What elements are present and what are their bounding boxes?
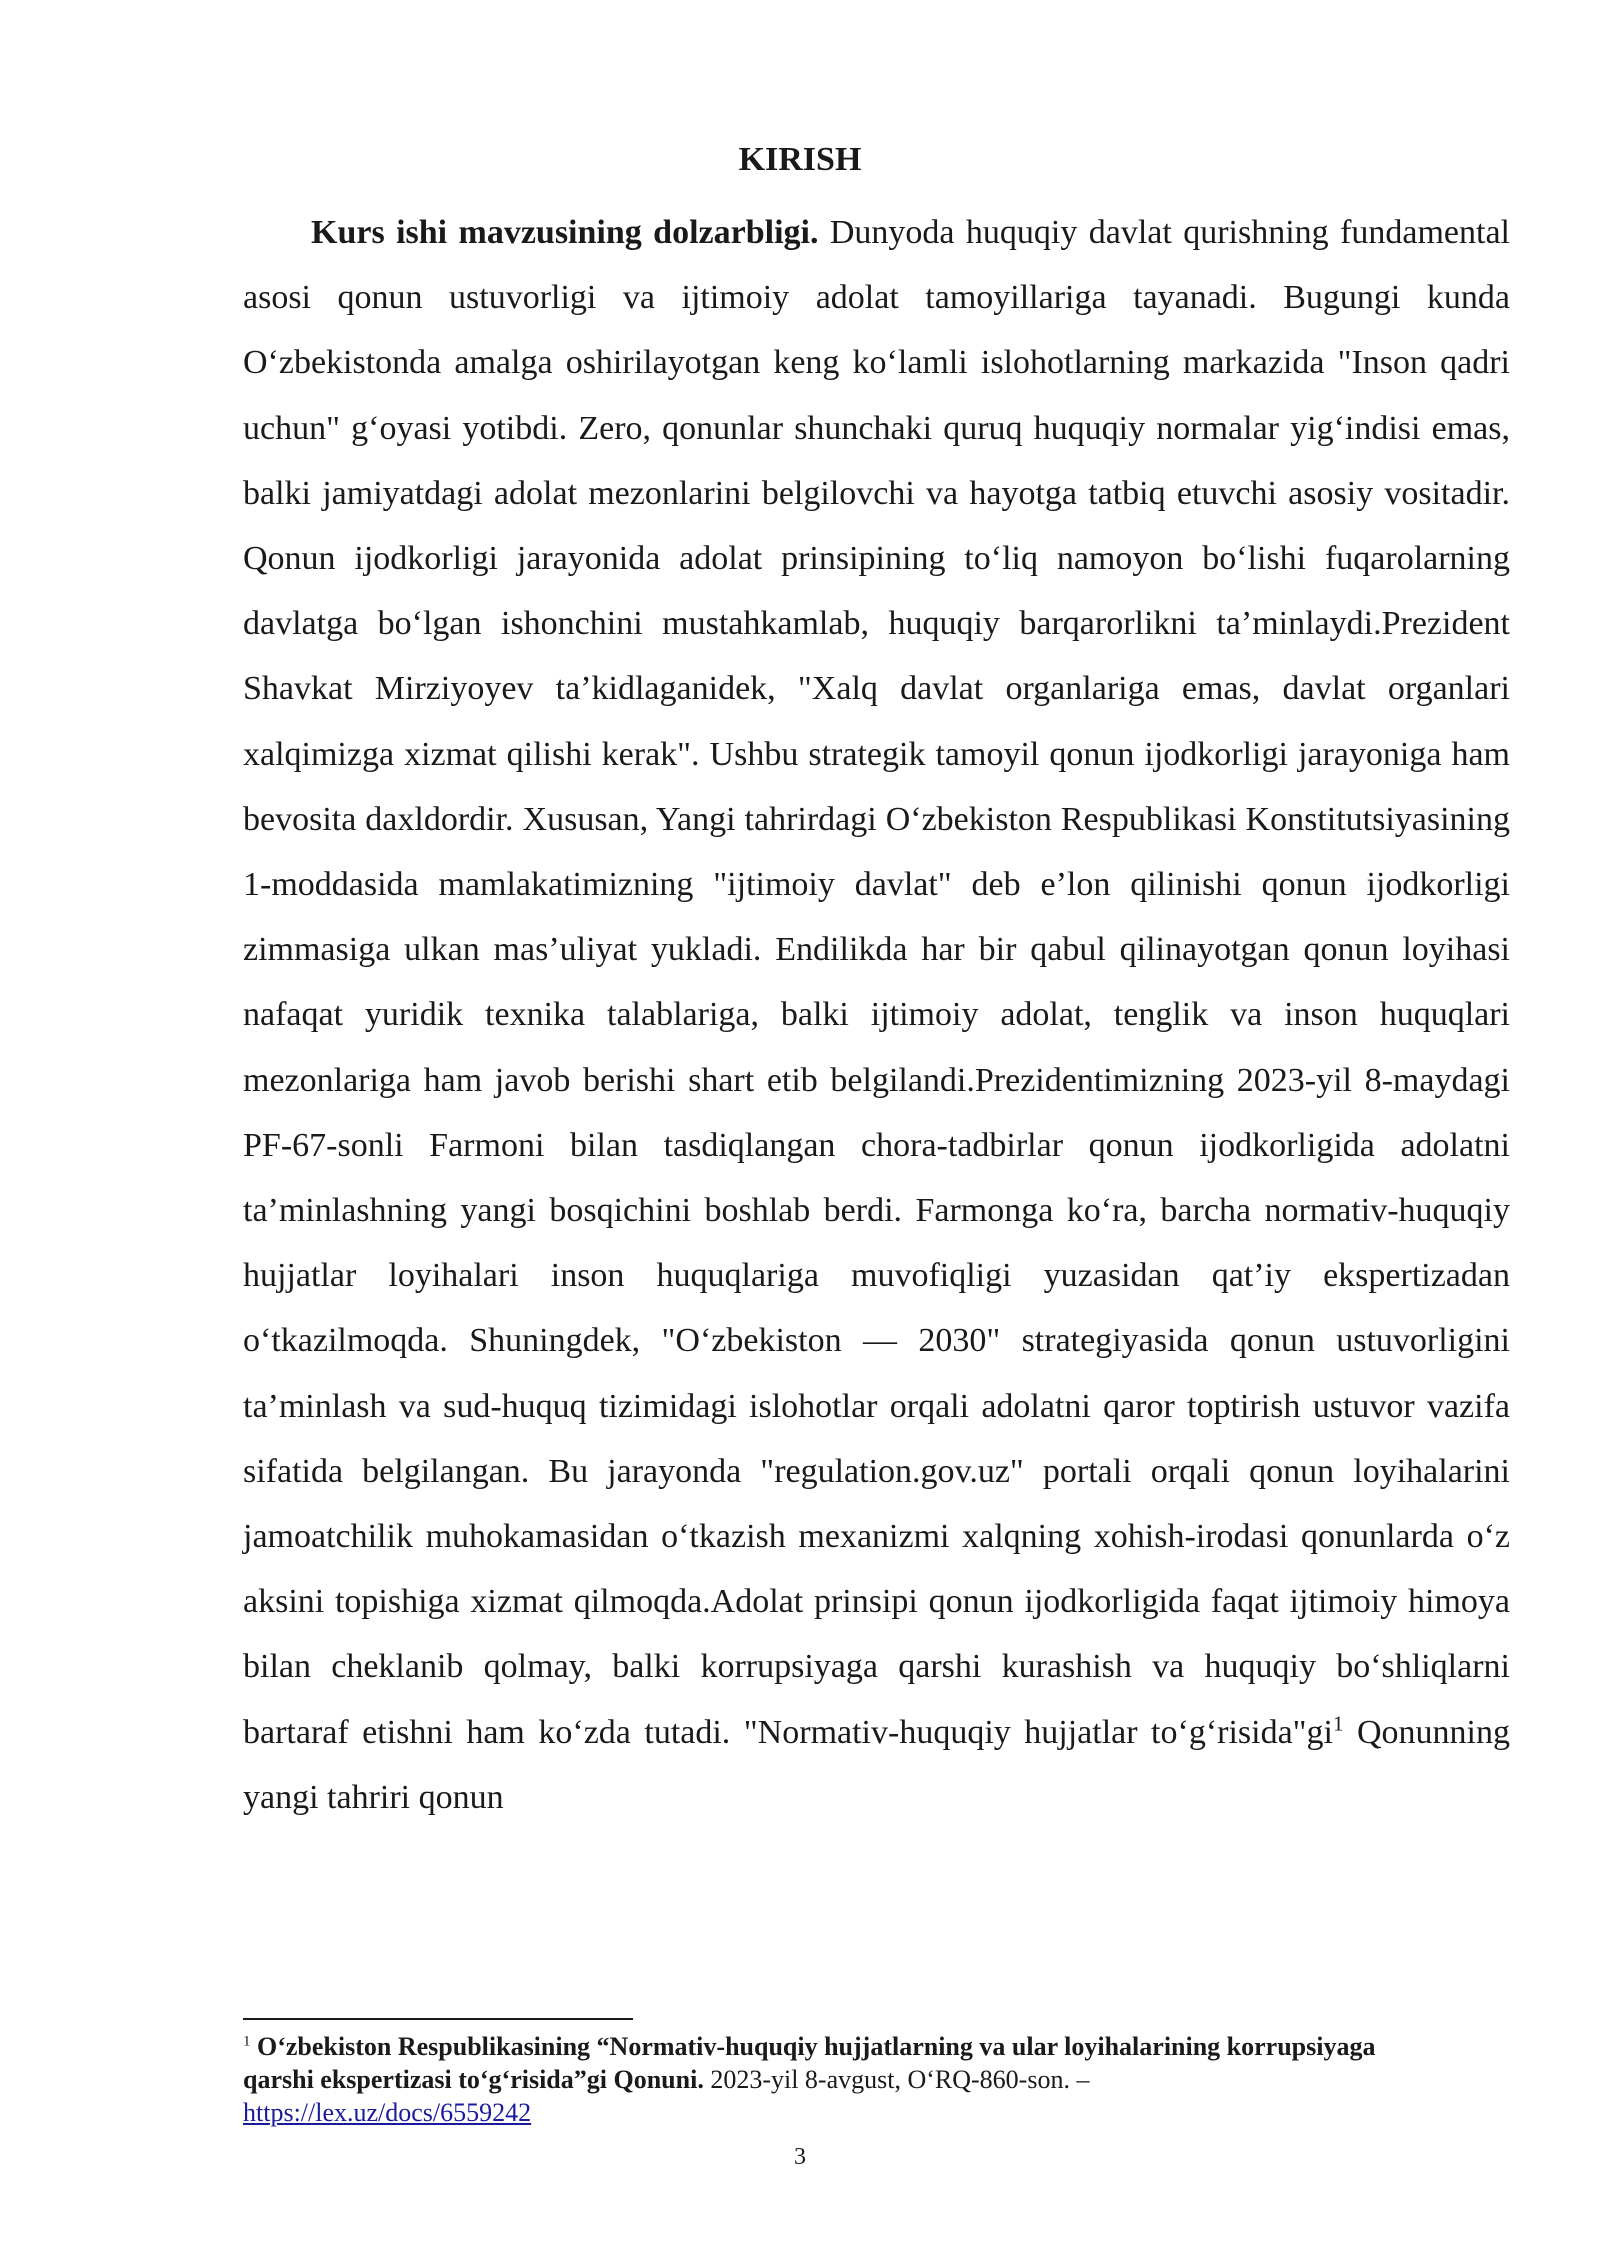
body-paragraph [243, 200, 1510, 1830]
footnote-mark: 1 [243, 2033, 251, 2050]
paragraph-text-continued: Qonunning yangi tahriri qonun [243, 1713, 1510, 1816]
footnote-separator [243, 2018, 633, 2020]
footnote-link[interactable]: https://lex.uz/docs/6559242 [243, 2098, 532, 2127]
page-number: 3 [794, 2144, 806, 2170]
footnote [243, 2030, 1403, 2129]
footnote-title: O‘zbekiston Respublikasining “Normativ-huquqiy hujjatlarning va ular loyihalarining korrupsiyaga qarshi ekspertizasi to‘g‘risida”gi Qonuni. [243, 2032, 1376, 2094]
footnote-reference[interactable]: 1 [1333, 1711, 1344, 1736]
paragraph-lead: Kurs ishi mavzusining dolzarbligi. [311, 214, 819, 251]
paragraph-text: Dunyoda huquqiy davlat qurishning fundamental asosi qonun ustuvorligi va ijtimoiy adolat tamoyillariga tayanadi. Bugungi kunda O‘zbekistonda amalga oshirilayotgan keng ko‘lamli islohotlarning markazida "Inson qadri uchun" g‘oyasi yotibdi. Zero, qonunlar shunchaki quruq huquqiy normalar yig‘indisi emas, balki jamiyatdagi adolat mezonlarini belgilovchi va hayotga tatbiq etuvchi asosiy vositadir. Qonun ijodkorligi jarayonida adolat prinsipining to‘liq namoyon bo‘lishi fuqarolarning davlatga bo‘lgan ishonchini mustahkamlab, huquqiy barqarorlikni ta’minlaydi.Prezident Shavkat Mirziyoyev ta’kidlaganidek, "Xalq davlat organlariga emas, davlat organlari xalqimizga xizmat qilishi kerak". Ushbu strategik tamoyil qonun ijodkorligi jarayoniga ham bevosita daxldordir. Xususan, Yangi tahrirdagi O‘zbekiston Respublikasi Konstitutsiyasining 1-moddasida mamlakatimizning "ijtimoiy davlat" deb e’lon qilinishi qonun ijodkorligi zimmasiga ulkan mas’uliyat yukladi. Endilikda har bir qabul qilinayotgan qonun loyihasi nafaqat yuridik texnika talablariga, balki ijtimoiy adolat, tenglik va inson huquqlari mezonlariga ham javob berishi shart etib belgilandi.Prezidentimizning 2023-yil 8-maydagi PF-67-sonli Farmoni bilan tasdiqlangan chora-tadbirlar qonun ijodkorligida adolatni ta’minlashning yangi bosqichini boshlab berdi. Farmonga ko‘ra, barcha normativ-huquqiy hujjatlar loyihalari inson huquqlariga muvofiqligi yuzasidan qat’iy ekspertizadan o‘tkazilmoqda. Shuningdek, "O‘zbekiston — 2030" strategiyasida qonun ustuvorligini ta’minlash va sud-huquq tizimidagi islohotlar orqali adolatni qaror toptirish ustuvor vazifa sifatida belgilangan. Bu jarayonda "regulation.gov.uz" portali orqali qonun loyihalarini jamoatchilik muhokamasidan o‘tkazish mexanizmi xalqning xohish-irodasi qonunlarda o‘z aksini topishiga xizmat qilmoqda.Adolat prinsipi qonun ijodkorligida faqat ijtimoiy himoya bilan cheklanib qolmay, balki korrupsiyaga qarshi kurashish va huquqiy bo‘shliqlarni bartaraf etishni ham ko‘zda tutadi. "Normativ-huquqiy hujjatlar to‘g‘risida"gi [243, 214, 1511, 1751]
section-heading: KIRISH [738, 141, 862, 178]
footnote-details: 2023-yil 8-avgust, O‘RQ-860-son. – [703, 2065, 1090, 2094]
